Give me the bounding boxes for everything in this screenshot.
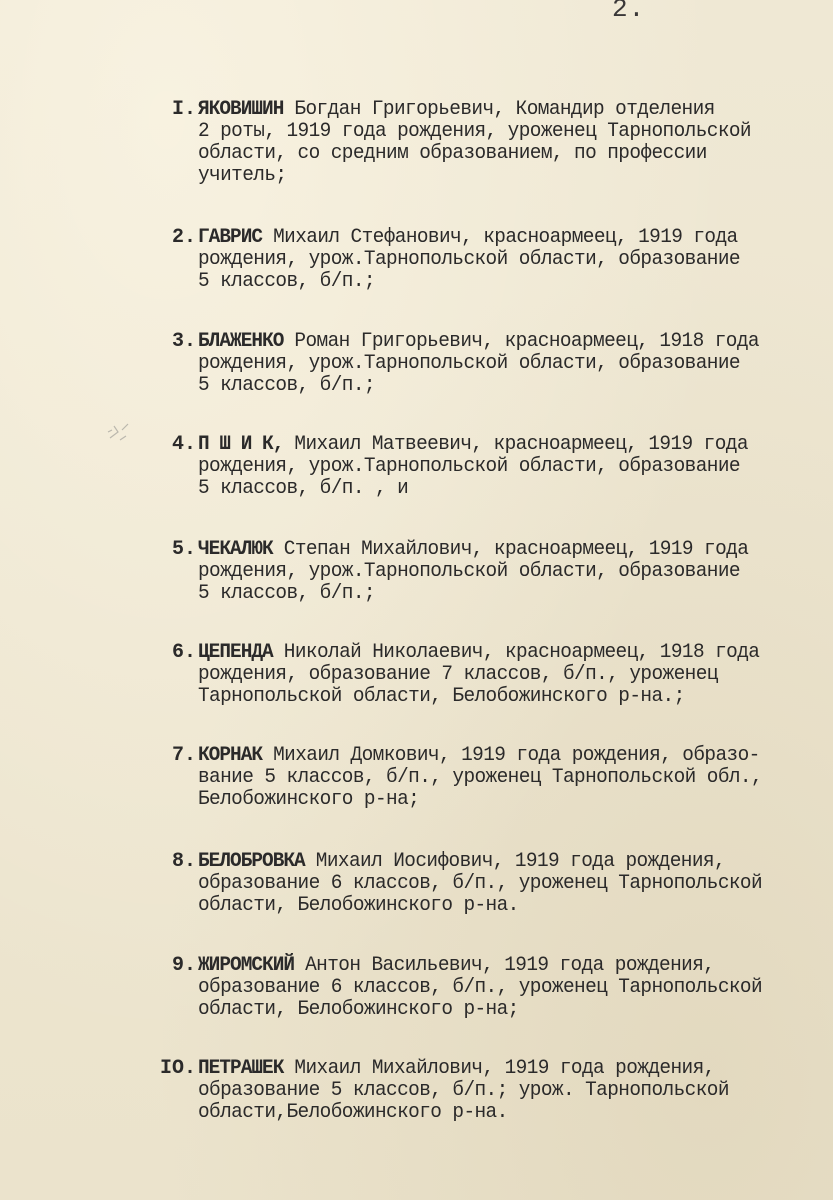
entry-line: ЦЕПЕНДА Николай Николаевич, красноармеец, 1918 года <box>198 641 760 664</box>
entry-surname: ГАВРИС <box>198 226 263 249</box>
entry-text <box>198 227 830 293</box>
entry-line: образование 5 классов, б/п.; урож. Тарнопольской <box>198 1079 729 1102</box>
entry-number: 5. <box>171 538 196 561</box>
entry-number: IO. <box>159 1057 196 1080</box>
entry-line: рождения, образование 7 классов, б/п., уроженец <box>198 663 718 686</box>
entry-number: 2. <box>171 226 196 249</box>
entry-line: ЧЕКАЛЮК Степан Михайлович, красноармеец, 1919 года <box>198 538 749 561</box>
entry-text <box>198 539 830 605</box>
entry-line: БЛАЖЕНКО Роман Григорьевич, красноармеец, 1918 года <box>198 330 759 353</box>
entry-line: рождения, урож.Тарнопольской области, образование <box>198 455 740 478</box>
entry-line: области,Белобожинского р-на. <box>198 1101 508 1124</box>
entry-line: рождения, урож.Тарнопольской области, образование <box>198 560 740 583</box>
entry-line: ЯКОВИШИН Богдан Григорьевич, Командир отделения <box>198 98 715 121</box>
entry-line: области, Белобожинского р-на. <box>198 894 519 917</box>
entry-text <box>198 331 830 397</box>
entry-text <box>198 745 830 811</box>
entry-surname: П Ш И К, <box>198 433 284 456</box>
entry-line: КОРНАК Михаил Домкович, 1919 года рождения, образо- <box>198 744 760 767</box>
entry-line: области, со средним образованием, по профессии <box>198 142 707 165</box>
entry-line: 2 роты, 1919 года рождения, уроженец Тарнопольской <box>198 120 752 143</box>
entry-surname: КОРНАК <box>198 744 263 767</box>
entry-line: П Ш И К, Михаил Матвеевич, красноармеец, 1919 года <box>198 433 748 456</box>
entry-number: 6. <box>171 641 196 664</box>
entry-line: 5 классов, б/п.; <box>198 582 375 605</box>
page-number: 2. <box>612 0 646 24</box>
entry-line: образование 6 классов, б/п., уроженец Тарнопольской <box>198 976 763 999</box>
entry-surname: ЖИРОМСКИЙ <box>198 954 295 977</box>
entry-line: ЖИРОМСКИЙ Антон Васильевич, 1919 года рождения, <box>198 954 715 977</box>
entry-line: учитель; <box>198 164 287 187</box>
entry-line: рождения, урож.Тарнопольской области, образование <box>198 248 740 271</box>
entry-line: 5 классов, б/п.; <box>198 374 375 397</box>
entry-line: рождения, урож.Тарнопольской области, образование <box>198 352 740 375</box>
entry-line: образование 6 классов, б/п., уроженец Тарнопольской <box>198 872 763 895</box>
entry-surname: ЦЕПЕНДА <box>198 641 273 664</box>
entry-surname: ПЕТРАШЕК <box>198 1057 284 1080</box>
entry-surname: БЕЛОБРОВКА <box>198 850 305 873</box>
entry-line: БЕЛОБРОВКА Михаил Иосифович, 1919 года рождения, <box>198 850 726 873</box>
entry-number: 9. <box>171 954 196 977</box>
entry-text <box>198 851 830 917</box>
entry-number: 7. <box>171 744 196 767</box>
entry-text <box>198 99 830 187</box>
entry-surname: БЛАЖЕНКО <box>198 330 284 353</box>
entry-text <box>198 642 830 708</box>
entry-line: вание 5 классов, б/п., уроженец Тарнопольской обл., <box>198 766 763 789</box>
entry-line: Тарнопольской области, Белобожинского р-на.; <box>198 685 685 708</box>
entry-number: 8. <box>171 850 196 873</box>
entry-line: Белобожинского р-на; <box>198 788 420 811</box>
ink-smudge-icon <box>104 418 138 448</box>
entry-number: I. <box>171 98 196 121</box>
entry-line: ГАВРИС Михаил Стефанович, красноармеец, 1919 года <box>198 226 738 249</box>
entry-surname: ЧЕКАЛЮК <box>198 538 273 561</box>
entry-text <box>198 955 830 1021</box>
entry-line: области, Белобожинского р-на; <box>198 998 519 1021</box>
entry-number: 4. <box>171 433 196 456</box>
entry-line: 5 классов, б/п. , и <box>198 477 409 500</box>
entry-text <box>198 1058 830 1124</box>
entry-line: ПЕТРАШЕК Михаил Михайлович, 1919 года рождения, <box>198 1057 715 1080</box>
entry-text <box>198 434 830 500</box>
entry-number: 3. <box>171 330 196 353</box>
entry-line: 5 классов, б/п.; <box>198 270 375 293</box>
entry-surname: ЯКОВИШИН <box>198 98 284 121</box>
